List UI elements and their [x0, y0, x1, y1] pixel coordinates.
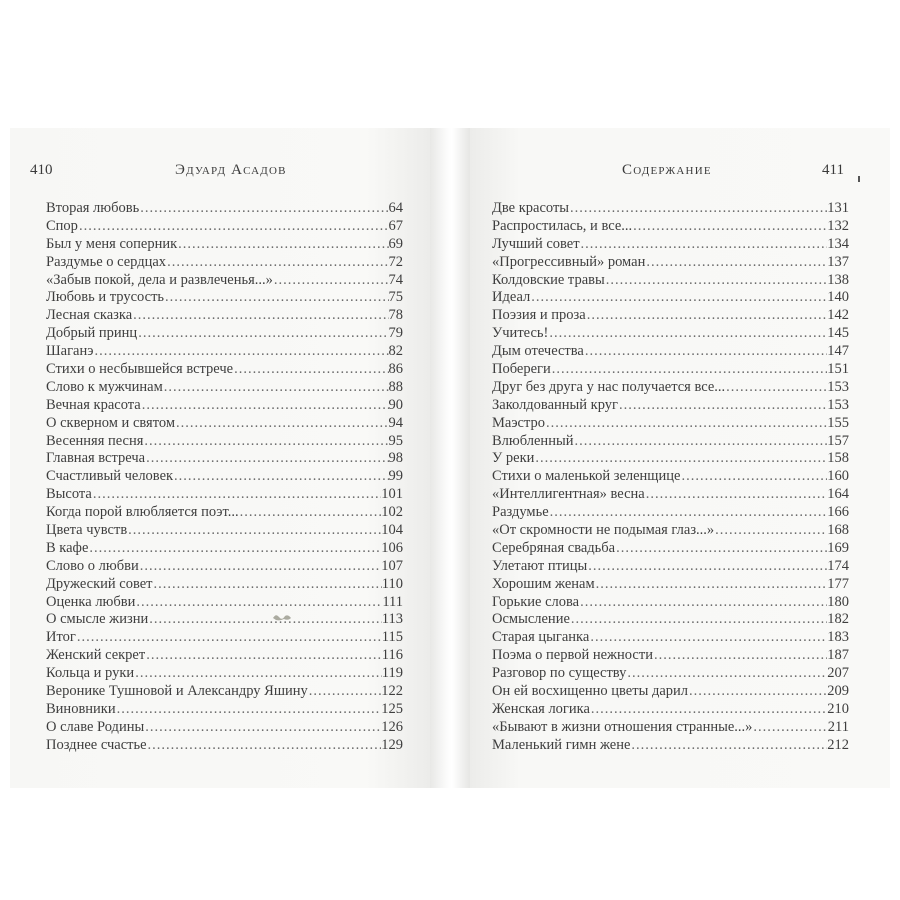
toc-entry-page-number: 212: [827, 736, 849, 753]
toc-entry-title: Итог: [46, 629, 76, 646]
toc-entry-title: Дружеский совет: [46, 575, 153, 592]
book-gutter: [430, 128, 470, 788]
toc-leader-dots: [587, 558, 827, 576]
toc-entry-title: Разговор по существу: [492, 665, 627, 682]
toc-leader-dots: [78, 218, 389, 236]
toc-entry-page-number: 174: [827, 557, 849, 574]
toc-entry-page-number: 151: [827, 361, 849, 378]
toc-entry-title: Распростилась, и все...: [492, 217, 633, 234]
toc-entry-title: Весенняя песня: [46, 432, 144, 449]
toc-entry-title: «Прогрессивный» роман: [492, 253, 646, 270]
toc-leader-dots: [135, 594, 382, 612]
toc-entry: [46, 343, 403, 361]
toc-entry: [492, 629, 849, 647]
toc-entry-page-number: 98: [388, 450, 403, 467]
toc-entry-page-number: 115: [381, 629, 403, 646]
toc-leader-dots: [132, 307, 388, 325]
toc-leader-dots: [626, 665, 827, 683]
toc-entry: [492, 361, 849, 379]
toc-entry-page-number: 90: [388, 396, 403, 413]
toc-entry-title: Слово о любви: [46, 557, 139, 574]
toc-entry-title: Был у меня соперник: [46, 235, 178, 252]
toc-entry-page-number: 134: [827, 235, 849, 252]
print-mark: [858, 176, 860, 182]
toc-entry-title: Маэстро: [492, 414, 546, 431]
toc-entry-page-number: 64: [388, 200, 403, 216]
toc-leader-dots: [148, 611, 382, 629]
toc-entry-title: Лучший совет: [492, 235, 580, 252]
toc-leader-dots: [549, 504, 828, 522]
toc-entry-title: В кафе: [46, 539, 89, 556]
toc-leader-dots: [653, 647, 827, 665]
toc-entry-title: Улетают птицы: [492, 557, 588, 574]
toc-entry: [46, 450, 403, 468]
toc-entry-page-number: 132: [827, 217, 849, 234]
toc-entry-page-number: 160: [827, 468, 849, 485]
toc-entry-page-number: 140: [827, 289, 849, 306]
toc-entry-title: Хорошим женам: [492, 575, 595, 592]
toc-leader-dots: [177, 236, 388, 254]
toc-entry-title: О славе Родины: [46, 718, 145, 735]
toc-entry-page-number: 210: [827, 700, 849, 717]
toc-leader-dots: [92, 486, 381, 504]
toc-entry: [46, 558, 403, 576]
toc-entry: [46, 415, 403, 433]
toc-entry-title: Стихи о несбывшейся встрече: [46, 361, 234, 378]
toc-entry: [46, 522, 403, 540]
toc-leader-dots: [163, 379, 389, 397]
toc-entry: [46, 218, 403, 236]
toc-entry-title: Веронике Тушновой и Александру Яшину: [46, 683, 308, 700]
toc-entry: [46, 629, 403, 647]
toc-entry-page-number: 99: [388, 468, 403, 485]
toc-entry-title: Поэма о первой нежности: [492, 647, 653, 664]
toc-entry-title: Влюбленный: [492, 432, 574, 449]
toc-leader-dots: [530, 289, 827, 307]
toc-leader-dots: [570, 611, 827, 629]
toc-entry: [46, 647, 403, 665]
toc-entry: [46, 200, 403, 218]
toc-leader-dots: [273, 272, 389, 290]
toc-entry-title: Друг без друга у нас получается все...: [492, 378, 726, 395]
toc-entry-page-number: 158: [827, 450, 849, 467]
toc-entry-page-number: 145: [827, 325, 849, 342]
toc-entry: [46, 289, 403, 307]
toc-entry-title: Заколдованный круг: [492, 396, 618, 413]
toc-entry-page-number: 168: [827, 522, 849, 539]
toc-entry: [492, 737, 849, 755]
toc-entry-title: Слово к мужчинам: [46, 378, 163, 395]
toc-leader-dots: [580, 236, 828, 254]
toc-entry-page-number: 207: [827, 665, 849, 682]
toc-entry-page-number: 106: [381, 539, 403, 556]
toc-entry: [492, 218, 849, 236]
toc-leader-dots: [144, 719, 381, 737]
toc-entry-title: Оценка любви: [46, 593, 136, 610]
toc-entry: [492, 719, 849, 737]
toc-entry-title: Осмысление: [492, 611, 570, 628]
toc-entry-page-number: 69: [388, 235, 403, 252]
right-page-number: 411: [822, 162, 844, 178]
toc-list-left: [46, 200, 403, 755]
left-page-number: 410: [30, 162, 53, 178]
toc-entry-page-number: 147: [827, 343, 849, 360]
toc-leader-dots: [645, 254, 827, 272]
toc-list-right: [492, 200, 849, 755]
toc-entry-page-number: 119: [381, 665, 403, 682]
toc-entry-title: Колдовские травы: [492, 271, 605, 288]
toc-entry: [46, 236, 403, 254]
toc-entry-title: О скверном и святом: [46, 414, 175, 431]
toc-entry: [492, 468, 849, 486]
toc-entry-title: Учитесь!: [492, 325, 549, 342]
toc-entry-title: Спор: [46, 217, 78, 234]
toc-entry-title: Когда порой влюбляется поэт...: [46, 504, 239, 521]
toc-entry-title: Любовь и трусость: [46, 289, 165, 306]
toc-entry: [46, 486, 403, 504]
toc-entry: [492, 415, 849, 433]
toc-entry: [492, 504, 849, 522]
toc-entry-page-number: 153: [827, 378, 849, 395]
toc-entry-title: Идеал: [492, 289, 531, 306]
toc-leader-dots: [145, 450, 388, 468]
toc-entry: [46, 272, 403, 290]
toc-leader-dots: [134, 665, 382, 683]
toc-leader-dots: [645, 486, 828, 504]
toc-leader-dots: [573, 433, 827, 451]
toc-entry: [492, 307, 849, 325]
toc-entry-page-number: 75: [388, 289, 403, 306]
toc-entry: [46, 397, 403, 415]
toc-entry: [492, 522, 849, 540]
toc-entry-title: Старая цыганка: [492, 629, 590, 646]
toc-leader-dots: [569, 200, 827, 218]
toc-leader-dots: [143, 433, 388, 451]
toc-entry: [492, 486, 849, 504]
toc-leader-dots: [127, 522, 381, 540]
toc-entry-page-number: 187: [827, 647, 849, 664]
toc-entry: [492, 254, 849, 272]
toc-leader-dots: [137, 325, 388, 343]
toc-entry-title: Он ей восхищенно цветы дарил: [492, 683, 689, 700]
toc-entry-title: Маленький гимн жене: [492, 736, 631, 753]
toc-leader-dots: [139, 200, 388, 218]
toc-entry: [492, 289, 849, 307]
toc-entry-page-number: 164: [827, 486, 849, 503]
toc-entry-page-number: 137: [827, 253, 849, 270]
left-running-head: Эдуард Асадов: [175, 162, 287, 178]
toc-leader-dots: [586, 307, 828, 325]
toc-leader-dots: [630, 737, 827, 755]
toc-leader-dots: [752, 719, 827, 737]
toc-entry: [46, 254, 403, 272]
toc-entry: [46, 576, 403, 594]
toc-leader-dots: [164, 289, 388, 307]
toc-entry-title: Счастливый человек: [46, 468, 174, 485]
toc-leader-dots: [605, 272, 828, 290]
toc-entry: [492, 665, 849, 683]
toc-entry: [492, 236, 849, 254]
toc-entry: [492, 200, 849, 218]
toc-entry: [492, 450, 849, 468]
toc-entry: [46, 379, 403, 397]
toc-entry: [46, 504, 403, 522]
toc-entry: [492, 433, 849, 451]
toc-entry-title: Стихи о маленькой зеленщице: [492, 468, 681, 485]
toc-leader-dots: [239, 504, 382, 522]
toc-leader-dots: [579, 594, 827, 612]
toc-entry-title: Добрый принц: [46, 325, 138, 342]
toc-leader-dots: [139, 558, 382, 576]
toc-leader-dots: [93, 343, 388, 361]
toc-leader-dots: [632, 218, 827, 236]
toc-entry-title: Женская логика: [492, 700, 590, 717]
toc-entry: [46, 683, 403, 701]
toc-leader-dots: [147, 737, 382, 755]
toc-entry-page-number: 111: [382, 593, 403, 610]
toc-entry-page-number: 122: [381, 683, 403, 700]
toc-leader-dots: [589, 629, 827, 647]
toc-entry: [492, 540, 849, 558]
toc-leader-dots: [584, 343, 827, 361]
toc-entry-page-number: 182: [827, 611, 849, 628]
toc-leader-dots: [173, 468, 388, 486]
toc-entry: [46, 307, 403, 325]
toc-entry-title: «От скромности не подымая глаз...»: [492, 522, 715, 539]
toc-entry: [46, 701, 403, 719]
toc-entry: [492, 647, 849, 665]
toc-entry-title: «Бывают в жизни отношения странные...»: [492, 718, 753, 735]
toc-entry-page-number: 142: [827, 307, 849, 324]
toc-entry-title: Женский секрет: [46, 647, 146, 664]
toc-entry: [46, 468, 403, 486]
toc-entry: [46, 361, 403, 379]
toc-entry-title: Вторая любовь: [46, 200, 140, 216]
toc-entry-page-number: 82: [388, 343, 403, 360]
toc-entry-title: Высота: [46, 486, 92, 503]
toc-entry-title: «Забыв покой, дела и развлеченья...»: [46, 271, 273, 288]
toc-leader-dots: [551, 361, 828, 379]
toc-entry: [492, 558, 849, 576]
toc-entry-page-number: 102: [381, 504, 403, 521]
toc-leader-dots: [76, 629, 382, 647]
toc-leader-dots: [615, 540, 827, 558]
toc-entry-page-number: 101: [381, 486, 403, 503]
toc-entry-page-number: 74: [388, 271, 403, 288]
toc-leader-dots: [595, 576, 828, 594]
toc-entry-title: Виновники: [46, 700, 116, 717]
toc-entry-title: «Интеллигентная» весна: [492, 486, 645, 503]
toc-entry-page-number: 72: [388, 253, 403, 270]
toc-leader-dots: [680, 468, 827, 486]
toc-leader-dots: [141, 397, 389, 415]
toc-entry-page-number: 157: [827, 432, 849, 449]
toc-entry-page-number: 113: [381, 611, 403, 628]
toc-entry: [46, 325, 403, 343]
toc-entry-page-number: 126: [381, 718, 403, 735]
toc-entry: [492, 576, 849, 594]
toc-entry-page-number: 125: [381, 700, 403, 717]
toc-entry: [492, 343, 849, 361]
toc-entry: [46, 594, 403, 612]
toc-entry-page-number: 155: [827, 414, 849, 431]
toc-entry: [492, 701, 849, 719]
toc-entry-page-number: 166: [827, 504, 849, 521]
toc-entry-title: Побереги: [492, 361, 551, 378]
toc-leader-dots: [618, 397, 827, 415]
toc-leader-dots: [233, 361, 388, 379]
toc-entry-title: Серебряная свадьба: [492, 539, 616, 556]
toc-entry: [46, 540, 403, 558]
toc-entry-title: Раздумье: [492, 504, 549, 521]
ink-smudge: [272, 612, 294, 622]
toc-entry-title: О смысле жизни: [46, 611, 149, 628]
toc-entry-page-number: 104: [381, 522, 403, 539]
toc-entry-page-number: 116: [381, 647, 403, 664]
toc-leader-dots: [590, 701, 827, 719]
toc-leader-dots: [545, 415, 827, 433]
toc-leader-dots: [534, 450, 827, 468]
toc-entry-title: У реки: [492, 450, 535, 467]
toc-entry: [46, 665, 403, 683]
toc-entry-page-number: 177: [827, 575, 849, 592]
toc-leader-dots: [714, 522, 827, 540]
toc-leader-dots: [88, 540, 381, 558]
toc-entry-title: Кольца и руки: [46, 665, 135, 682]
toc-entry-page-number: 183: [827, 629, 849, 646]
toc-entry-page-number: 153: [827, 396, 849, 413]
toc-leader-dots: [116, 701, 382, 719]
toc-entry: [492, 272, 849, 290]
toc-entry-page-number: 79: [388, 325, 403, 342]
toc-entry: [46, 433, 403, 451]
toc-leader-dots: [688, 683, 827, 701]
toc-entry-page-number: 78: [388, 307, 403, 324]
toc-entry-page-number: 211: [827, 718, 849, 735]
toc-leader-dots: [166, 254, 388, 272]
toc-entry-title: Две красоты: [492, 200, 570, 216]
toc-entry-page-number: 95: [388, 432, 403, 449]
toc-entry-page-number: 131: [827, 200, 849, 216]
toc-entry: [46, 737, 403, 755]
toc-entry-page-number: 94: [388, 414, 403, 431]
toc-entry-title: Поэзия и проза: [492, 307, 586, 324]
toc-entry-page-number: 110: [381, 575, 403, 592]
toc-entry: [492, 594, 849, 612]
toc-entry-page-number: 86: [388, 361, 403, 378]
toc-entry-title: Раздумье о сердцах: [46, 253, 167, 270]
toc-entry: [492, 379, 849, 397]
toc-entry-title: Шаганэ: [46, 343, 94, 360]
toc-entry: [46, 719, 403, 737]
toc-entry-title: Лесная сказка: [46, 307, 133, 324]
toc-entry-title: Главная встреча: [46, 450, 146, 467]
toc-entry-title: Горькие слова: [492, 593, 580, 610]
toc-leader-dots: [145, 647, 382, 665]
toc-entry: [492, 611, 849, 629]
toc-entry-page-number: 88: [388, 378, 403, 395]
toc-leader-dots: [175, 415, 389, 433]
toc-entry-title: Вечная красота: [46, 396, 141, 413]
toc-entry-page-number: 180: [827, 593, 849, 610]
toc-entry: [492, 397, 849, 415]
toc-entry-page-number: 138: [827, 271, 849, 288]
toc-entry-page-number: 67: [388, 217, 403, 234]
toc-entry-title: Цвета чувств: [46, 522, 128, 539]
toc-entry: [46, 611, 403, 629]
toc-leader-dots: [725, 379, 827, 397]
toc-entry: [492, 683, 849, 701]
toc-leader-dots: [152, 576, 381, 594]
toc-entry-title: Позднее счастье: [46, 736, 147, 753]
toc-entry-page-number: 129: [381, 736, 403, 753]
toc-entry: [492, 325, 849, 343]
toc-entry-title: Дым отечества: [492, 343, 584, 360]
toc-leader-dots: [308, 683, 381, 701]
toc-entry-page-number: 107: [381, 557, 403, 574]
toc-entry-page-number: 209: [827, 683, 849, 700]
toc-entry-page-number: 169: [827, 539, 849, 556]
right-running-head: Содержание: [622, 162, 712, 178]
toc-leader-dots: [548, 325, 827, 343]
